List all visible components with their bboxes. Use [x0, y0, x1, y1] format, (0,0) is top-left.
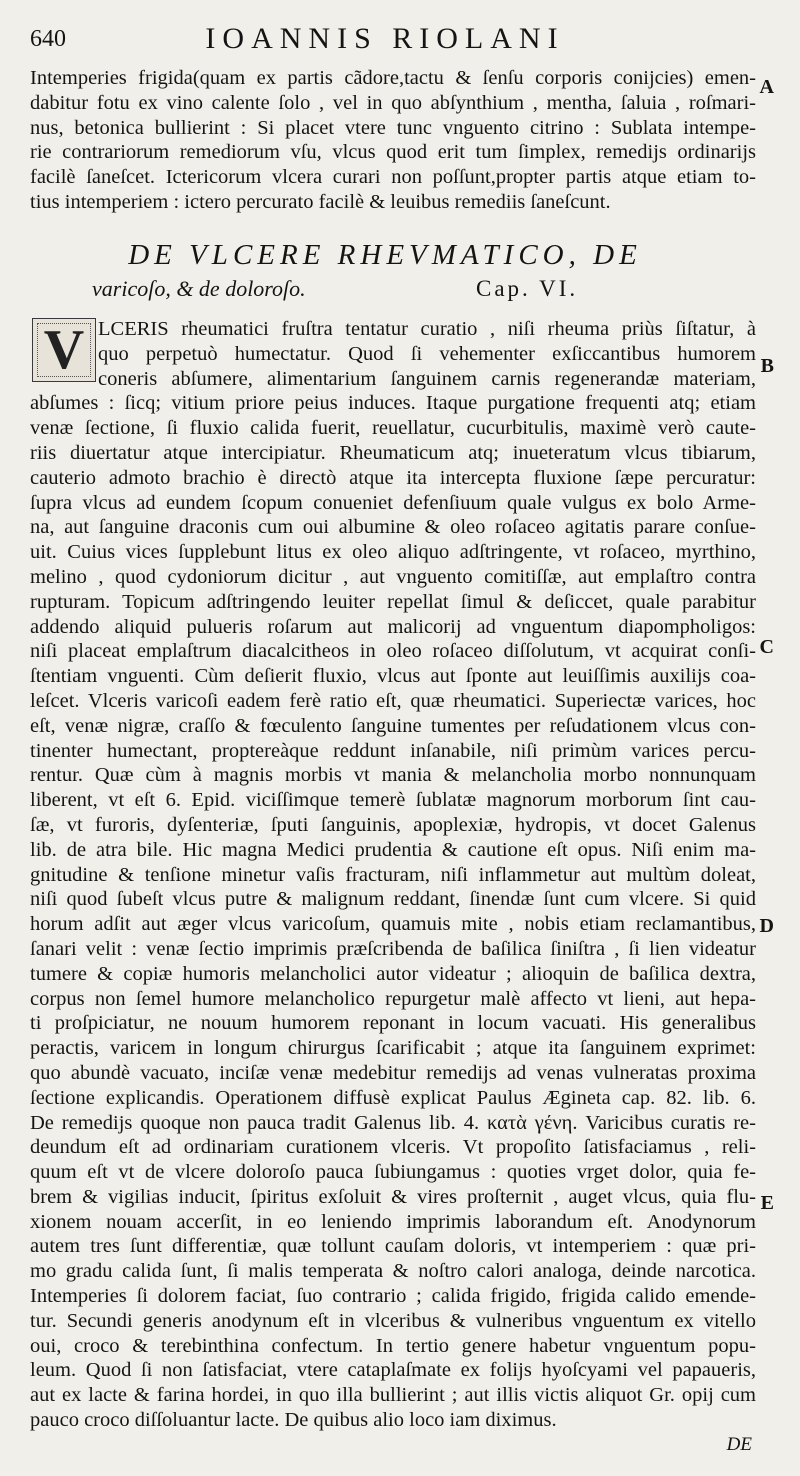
text-line: oui, croco & terebinthina confectum. In tertio genere habetur vnguentum popu-	[30, 1334, 756, 1357]
text-line: leum. Quod ſi non ſatisfaciat, vtere cataplaſmate ex folijs hyoſcyami vel papaueris,	[30, 1359, 756, 1382]
text-line: aut ex lacte & farina hordei, in quo illa bullierint ; aut illis victis aliquot Gr. opij cum	[30, 1384, 756, 1407]
text-line: quo perpetuò humectatur. Quod ſi vehementer exſiccantibus humorem	[98, 342, 756, 365]
text-line: rentur. Quæ cùm à magnis morbis vt mania & melancholia morbo nonnunquam	[30, 764, 756, 787]
text-line: nus, betonica bullierint : Si placet vtere tunc vnguento citrino : Sublata intempe-	[30, 116, 756, 139]
text-line: quo abundè vacuato, inciſæ venæ medebitur remedijs ad venas vulneratas proxima	[30, 1061, 756, 1084]
text-line: pauco croco diſſoluantur lacte. De quibus alio loco iam diximus.	[30, 1409, 557, 1432]
running-head: IOANNIS RIOLANI	[205, 22, 565, 55]
text-line: horum adſit aut æger vlcus varicoſum, quamuis mite , nobis etiam reclamantibus,	[30, 913, 756, 936]
text-line: corpus non ſemel humore melancholico repurgetur malè affecto vt lieni, aut hepa-	[30, 987, 756, 1010]
chapter-subtitle: varicoſo, & de doloroſo.	[92, 276, 306, 301]
text-line: tius intemperiem : ictero percurato facilè & leuibus remediis ſaneſcunt.	[30, 190, 611, 213]
page-number: 640	[30, 26, 66, 52]
text-line: na, aut ſanguine draconis cum oui albumine & oleo roſaceo agitatis parare conſue-	[30, 516, 756, 539]
text-line: brem & vigilias inducit, ſpiritus exſoluit & vires proſternit , auget vlcus, quia flu-	[30, 1185, 756, 1208]
text-line: ti proſpiciatur, ne nouum humorem reponant in locum vacuati. His generalibus	[30, 1012, 756, 1035]
text-line: dabitur fotu ex vino calente ſolo , vel in quo abſynthium , mentha, ſaluia , roſmari-	[30, 91, 756, 114]
margin-letter-b: B	[760, 355, 774, 377]
text-line: coneris abſumere, alimentarium ſanguinem carnis regenerandæ materiam,	[98, 367, 756, 390]
text-line: ſectione explicandis. Operationem diffusè explicat Paulus Ægineta cap. 82. lib. 6.	[30, 1086, 756, 1109]
text-line: tinenter humectant, proptereàque reddunt inſanabile, niſi primùm varices percu-	[30, 739, 756, 762]
text-line: venæ ſectione, ſi fluxio calida fuerit, reuellatur, cucurbitulis, maximè verò caute-	[30, 417, 756, 440]
margin-letter-a: A	[759, 76, 774, 98]
chapter-title-line1: DE VLCERE RHEVMATICO, DE	[128, 239, 642, 271]
text-line: xionem nouam accerſit, in eo leniendo imprimis laborandum eſt. Anodynorum	[30, 1210, 756, 1233]
text-line: uit. Cuius vices ſupplebunt litus ex oleo aliquo adſtringente, vt roſaceo, myrthino,	[30, 541, 756, 564]
text-line: mo gradu calida ſunt, ſi malis temperata & noſtro calori analoga, deinde narcotica.	[30, 1260, 756, 1283]
body-paragraph	[30, 317, 756, 1433]
margin-letter-d: D	[759, 915, 774, 937]
text-line: eſt, venæ nigræ, craſſo & fœculento ſanguine tumentes per reſudationem vlcus con-	[30, 714, 756, 737]
text-line: ſtentiam vnguenti. Cùm deſierit fluxio, vlcus aut ſponte aut leuiſſimis auxilijs coa-	[30, 665, 756, 688]
text-line: deundum eſt ad ordinariam curationem vlceris. Vt propoſito ſatisfaciamus , reli-	[30, 1136, 756, 1159]
text-line: ſæ, vt furoris, dyſenteriæ, ſputi ſanguinis, apoplexiæ, hydropis, vt docet Galenus	[30, 813, 756, 836]
text-line: ſanari velit : venæ ſectio imprimis præſcribenda de baſilica ſiniſtra , ſi lien videatur	[30, 937, 756, 960]
text-line: rie contrariorum remediorum vſu, vlcus quod erit tum ſimplex, remedijs ordinarijs	[30, 141, 756, 164]
chapter-number: Cap. VI.	[476, 276, 579, 301]
text-line: ſupra vlcus ad eundem ſcopum conueniet defenſiuum quale vulgus ex bolo Arme-	[30, 491, 756, 514]
text-line: melino , quod cydoniorum dicitur , aut vnguento comitiſſæ, aut emplaſtro contra	[30, 565, 756, 588]
catchword: DE	[726, 1434, 752, 1455]
text-line: LCERIS rheumatici fruſtra tentatur curatio , niſi rheuma priùs ſiſtatur, à	[98, 318, 756, 340]
text-line: facilè ſaneſcet. Ictericorum vlcera curari non poſſunt,propter partis atque etiam to-	[30, 166, 756, 189]
text-line: abſumes : ſicq; vitium priore peius induces. Itaque purgatione frequenti atq; etiam	[30, 392, 756, 415]
text-line: tur. Secundi generis anodynum eſt in vlceribus & vulneribus vnguentum ex vitello	[30, 1309, 756, 1332]
margin-letter-e: E	[760, 1192, 774, 1214]
initial-letter: V	[43, 319, 85, 381]
margin-letter-c: C	[759, 636, 774, 658]
text-line: De remedijs quoque non pauca tradit Galenus lib. 4. κατὰ γένη. Varicibus curatis re-	[30, 1111, 756, 1134]
text-line: lib. de atra bile. Hic magna Medici prudentia & cautione eſt opus. Niſi enim ma-	[30, 838, 756, 861]
text-line: niſi placeat emplaſtrum diacalcitheos in oleo roſaceo diſſolutum, vt acquirat conſi-	[30, 640, 756, 663]
text-line: liberent, vt eſt 6. Epid. viciſſimque temerè ſublatæ magnorum morborum ſint cau-	[30, 789, 756, 812]
text-line: cauterio admoto brachio è directò atque ita intercepta fluxione ſæpe percuratur:	[30, 466, 756, 489]
text-line: peractis, varicem in longum chirurgus ſcarificabit ; atque ita ſanguinem exprimet:	[30, 1037, 756, 1060]
chapter-title	[40, 236, 730, 301]
text-line: niſi quod ſubeſt vlcus putre & malignum reddant, ſinendæ ſunt cum vlcere. Si quid	[30, 888, 756, 911]
intro-paragraph	[30, 66, 756, 215]
text-line: leſcet. Vlceris varicoſi eadem ferè ratio eſt, quæ rheumatici. Superiectæ varices, hoc	[30, 689, 756, 712]
text-line: addendo aliquid pulueris roſarum aut malicorij ad vnguentum diapompholigos:	[30, 615, 756, 638]
text-line: riis diuertatur atque intercipiatur. Rheumaticum atq; inueteratum vlcus tibiarum,	[30, 441, 756, 464]
text-line: tumere & copiæ humoris melancholici autor videatur ; alioquin de baſilica dextra,	[30, 962, 756, 985]
text-line: autem tres ſunt differentiæ, quæ tollunt cauſam doloris, vt intemperiem : quæ pri-	[30, 1235, 756, 1258]
text-line: Intemperies ſi dolorem faciat, ſuo contrario ; calida frigido, frigida calido emende-	[30, 1285, 756, 1308]
text-line: Intemperies frigida(quam ex partis cãdore,tactu & ſenſu corporis conijcies) emen-	[30, 67, 756, 89]
text-line: quum eſt vt de vlcere doloroſo pauca ſubiungamus : quoties vrget dolor, quia fe-	[30, 1161, 756, 1184]
text-line: rupturam. Topicum adſtringendo leuiter repellat ſimul & deſiccet, quale parabitur	[30, 590, 756, 613]
text-line: gnitudine & tenſione minetur vaſis fracturam, niſi inflammetur aut multùm doleat,	[30, 863, 756, 886]
page-header	[30, 18, 740, 58]
